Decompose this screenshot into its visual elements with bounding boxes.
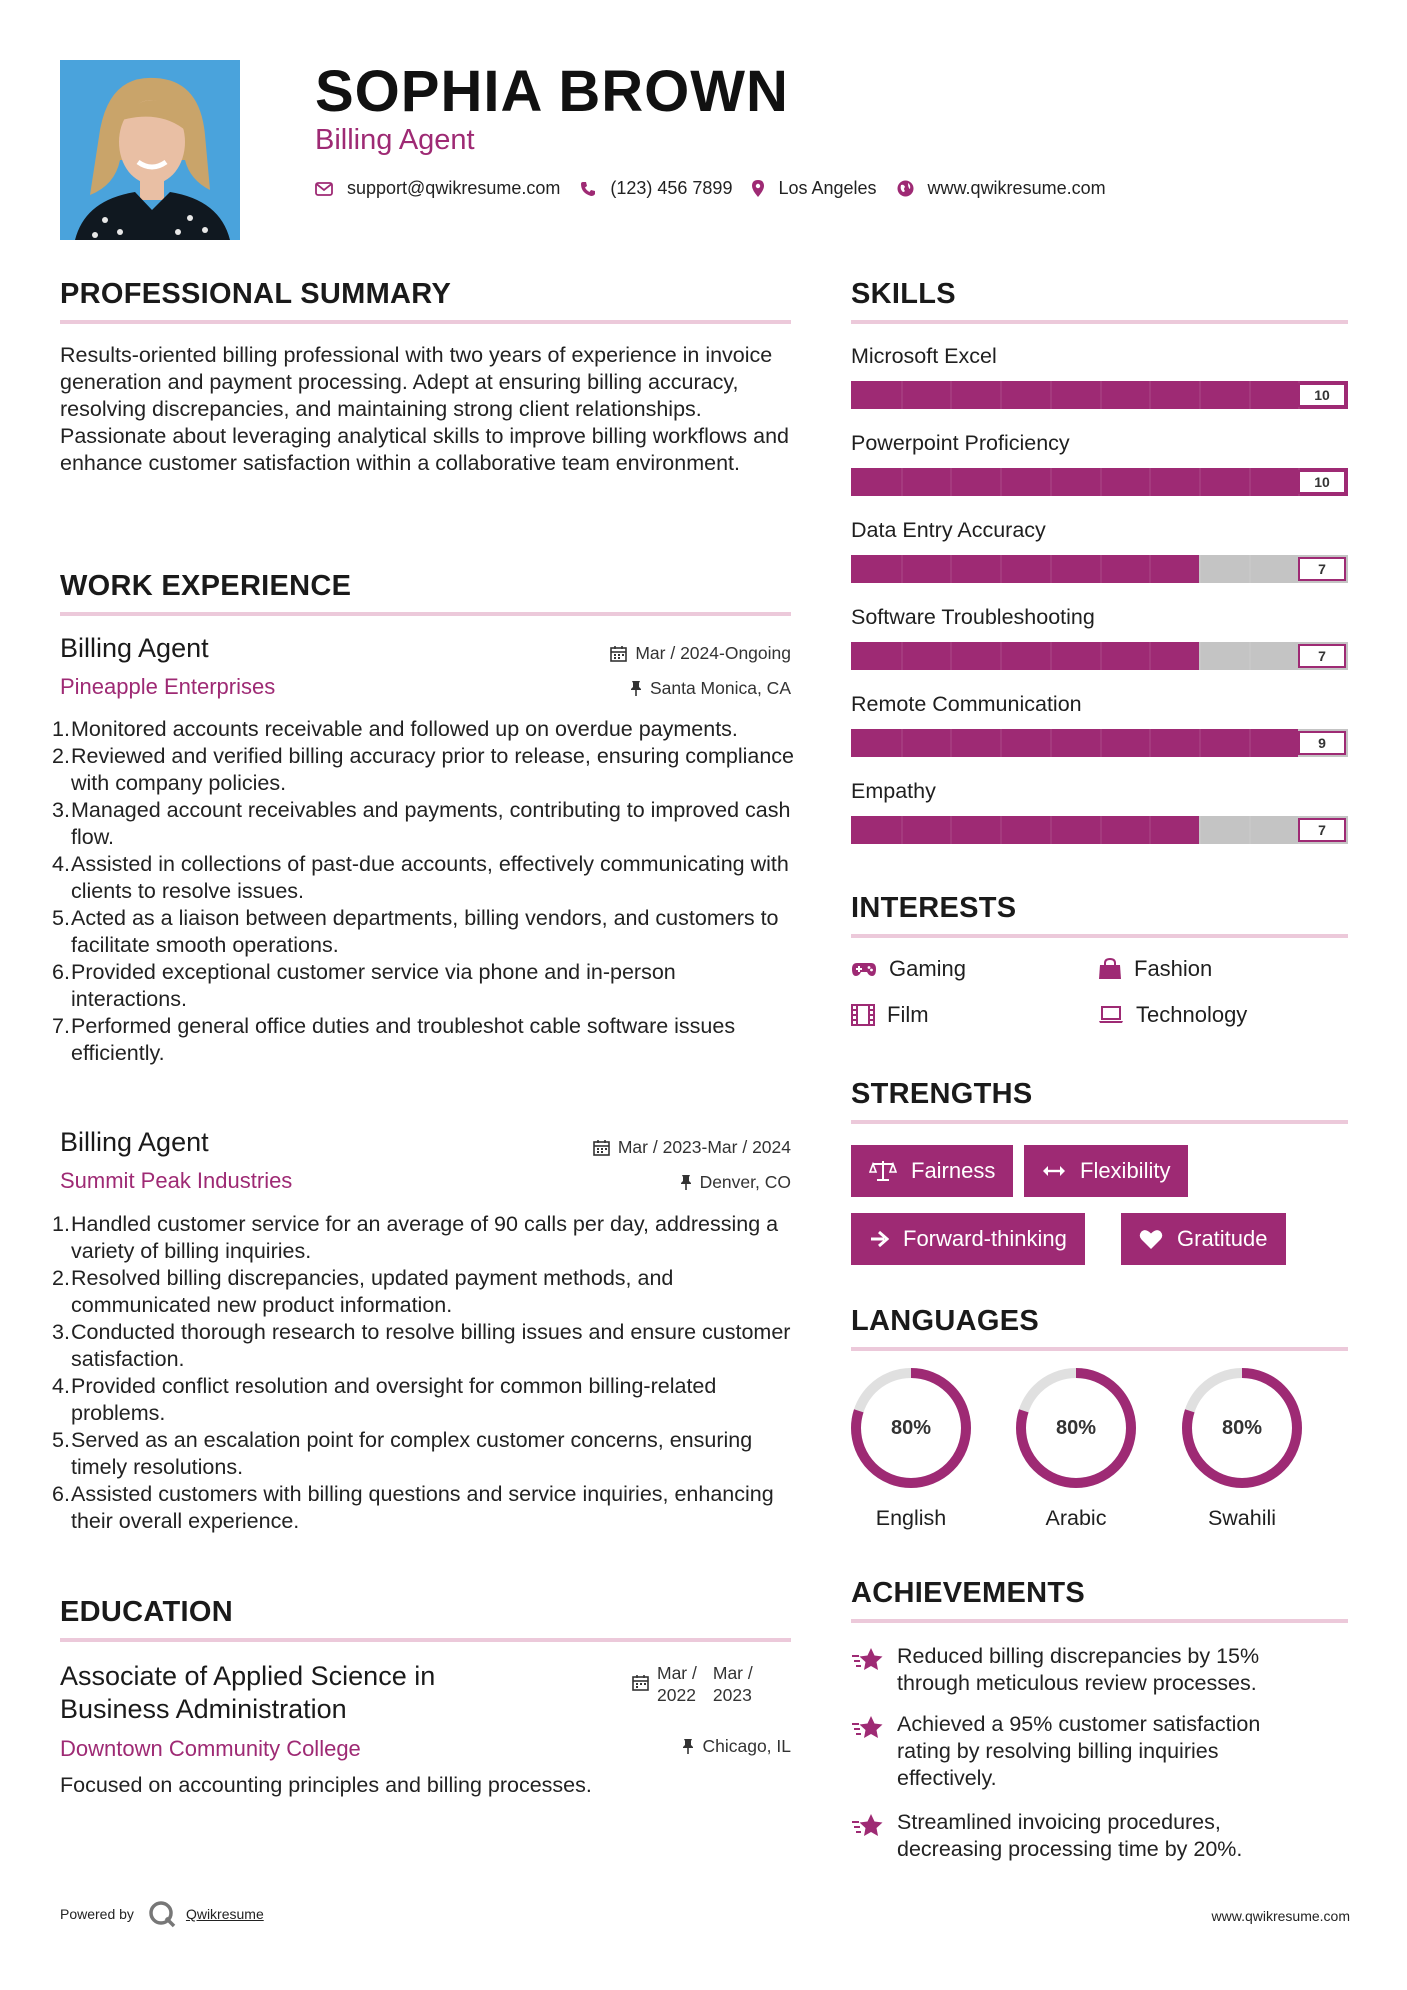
candidate-job-title: Billing Agent bbox=[315, 124, 475, 156]
education-school: Downtown Community College bbox=[60, 1736, 361, 1761]
interest-gaming bbox=[851, 956, 966, 982]
skill-bar-segment bbox=[1100, 555, 1102, 583]
achievement-3-line-1: Streamlined invoicing procedures, bbox=[897, 1810, 1221, 1834]
strength-flexibility bbox=[1024, 1145, 1188, 1197]
skill-bar-segment bbox=[1149, 729, 1151, 757]
list-item: 4. Provided conflict resolution and oversight for common billing-related problems. bbox=[52, 1374, 717, 1425]
skill-bar-segment bbox=[950, 555, 952, 583]
contact-email-text: support@qwikresume.com bbox=[347, 178, 561, 198]
achievement-2-line-1: Achieved a 95% customer satisfaction bbox=[897, 1712, 1261, 1736]
skill-bar-fill bbox=[851, 555, 1199, 583]
skill-bar-segment bbox=[1199, 468, 1201, 496]
strength-gratitude bbox=[1121, 1213, 1286, 1265]
language-percent: 80% bbox=[1055, 1416, 1097, 1439]
skill-bar-segment bbox=[1100, 816, 1102, 844]
skill-bar-segment bbox=[1249, 381, 1251, 409]
job-1-dates bbox=[480, 642, 791, 664]
skill-bar-segment bbox=[901, 816, 903, 844]
education-divider bbox=[60, 1638, 791, 1642]
skill-label: Powerpoint Proficiency bbox=[851, 431, 1070, 455]
job-2-dates bbox=[480, 1136, 791, 1158]
star-medal-icon bbox=[851, 1647, 885, 1673]
education-date-from: Mar / 2022 bbox=[657, 1663, 697, 1705]
interests-divider bbox=[851, 934, 1348, 938]
skill-bar-segment bbox=[1249, 729, 1251, 757]
job-1-dates-text: Mar / 2024-Ongoing bbox=[635, 643, 791, 663]
contact-phone-text: (123) 456 7899 bbox=[610, 178, 733, 198]
interests-heading: INTERESTS bbox=[851, 892, 1017, 924]
list-item: 7. Performed general office duties and troubleshot cable software issues efficiently. bbox=[52, 1014, 736, 1065]
skill-bar-segment bbox=[1000, 468, 1002, 496]
skill-label: Software Troubleshooting bbox=[851, 605, 1095, 629]
profile-photo bbox=[60, 60, 240, 240]
list-item: 6. Assisted customers with billing questions and service inquiries, enhancing their overall experience. bbox=[52, 1482, 774, 1533]
skill-bar-segment bbox=[950, 642, 952, 670]
contact-location bbox=[752, 178, 876, 199]
skill-score-badge: 10 bbox=[1298, 470, 1346, 494]
film-icon bbox=[851, 1004, 875, 1026]
languages-divider bbox=[851, 1347, 1348, 1351]
languages-heading: LANGUAGES bbox=[851, 1305, 1039, 1337]
education-heading: EDUCATION bbox=[60, 1596, 233, 1628]
job-2-bullets bbox=[52, 1211, 795, 1535]
skill-label: Data Entry Accuracy bbox=[851, 518, 1046, 542]
contact-phone[interactable] bbox=[580, 178, 732, 199]
achievement-2-line-2: rating by resolving billing inquiries bbox=[897, 1739, 1219, 1763]
skill-bar-segment bbox=[1000, 642, 1002, 670]
job-2-location bbox=[480, 1171, 791, 1193]
location-pin-icon bbox=[752, 180, 764, 197]
language-item bbox=[841, 1366, 981, 1531]
education-location bbox=[480, 1735, 791, 1757]
education-date-to: Mar / 2023 bbox=[712, 1663, 753, 1705]
skill-bar-segment bbox=[1100, 729, 1102, 757]
job-2-location-text: Denver, CO bbox=[699, 1172, 791, 1192]
job-1-title: Billing Agent bbox=[60, 633, 209, 663]
language-percent: 80% bbox=[890, 1416, 932, 1439]
list-item: 1. Monitored accounts receivable and followed up on overdue payments. bbox=[52, 717, 738, 741]
calendar-icon bbox=[593, 1139, 610, 1156]
skill-bar-segment bbox=[1199, 555, 1201, 583]
qwikresume-link[interactable]: Qwikresume bbox=[185, 1906, 264, 1922]
interest-technology bbox=[1098, 1002, 1247, 1028]
achievement-1-line-2: through meticulous review processes. bbox=[897, 1671, 1257, 1695]
skill-score-badge: 7 bbox=[1298, 818, 1346, 842]
achievement-1-line-1: Reduced billing discrepancies by 15% bbox=[897, 1644, 1260, 1668]
skill-bar-segment bbox=[1050, 816, 1052, 844]
language-item bbox=[1006, 1366, 1146, 1531]
achievements-heading: ACHIEVEMENTS bbox=[851, 1577, 1086, 1609]
interest-fashion-label: Fashion bbox=[1134, 956, 1213, 981]
language-percent: 80% bbox=[1221, 1416, 1263, 1439]
experience-heading: WORK EXPERIENCE bbox=[60, 570, 352, 602]
skill-bar-segment bbox=[1149, 555, 1151, 583]
skill-label: Remote Communication bbox=[851, 692, 1082, 716]
education-description: Focused on accounting principles and billing processes. bbox=[60, 1773, 592, 1797]
language-ring bbox=[1180, 1366, 1304, 1490]
strength-forward-thinking bbox=[851, 1213, 1085, 1265]
skill-bar-segment bbox=[1149, 816, 1151, 844]
contact-location-text: Los Angeles bbox=[778, 178, 877, 198]
candidate-name: SOPHIA BROWN bbox=[315, 59, 789, 124]
education-degree-line-1: Associate of Applied Science in bbox=[60, 1661, 436, 1691]
contact-email[interactable] bbox=[315, 178, 560, 199]
skill-bar bbox=[851, 729, 1348, 757]
skill-bar-segment bbox=[1050, 555, 1052, 583]
skill-bar bbox=[851, 381, 1348, 409]
interest-technology-label: Technology bbox=[1136, 1002, 1248, 1027]
skill-bar-fill bbox=[851, 816, 1199, 844]
skill-bar bbox=[851, 468, 1348, 496]
achievement-2-line-3: effectively. bbox=[897, 1766, 997, 1790]
skill-bar-segment bbox=[1149, 642, 1151, 670]
skills-divider bbox=[851, 320, 1348, 324]
job-1-company: Pineapple Enterprises bbox=[60, 674, 276, 699]
achievements-divider bbox=[851, 1619, 1348, 1623]
list-item: 3. Conducted thorough research to resolve billing issues and ensure customer satisfaction. bbox=[52, 1320, 791, 1371]
skill-bar bbox=[851, 555, 1348, 583]
skill-bar-segment bbox=[950, 468, 952, 496]
qwikresume-logo-icon bbox=[148, 1900, 176, 1928]
skills-heading: SKILLS bbox=[851, 278, 956, 310]
star-medal-icon bbox=[851, 1715, 885, 1741]
arrow-right-icon bbox=[869, 1230, 889, 1248]
skill-bar bbox=[851, 642, 1348, 670]
skill-score-badge: 9 bbox=[1298, 731, 1346, 755]
strength-flexibility-label: Flexibility bbox=[1080, 1158, 1171, 1183]
skill-bar-segment bbox=[1050, 381, 1052, 409]
language-name: Arabic bbox=[1045, 1506, 1107, 1530]
list-item: 2. Reviewed and verified billing accuracy prior to release, ensuring compliance with company policies. bbox=[52, 744, 795, 795]
scale-icon bbox=[869, 1160, 897, 1182]
job-2-company: Summit Peak Industries bbox=[60, 1168, 293, 1193]
list-item: 5. Acted as a liaison between departments, billing vendors, and customers to facilitate smooth operations. bbox=[52, 906, 779, 957]
job-2-dates-text: Mar / 2023-Mar / 2024 bbox=[617, 1137, 791, 1157]
envelope-icon bbox=[315, 182, 333, 196]
footer-website[interactable]: www.qwikresume.com bbox=[1211, 1908, 1350, 1924]
skill-score-badge: 7 bbox=[1298, 644, 1346, 668]
calendar-icon bbox=[610, 645, 627, 662]
skill-bar-segment bbox=[1100, 468, 1102, 496]
skill-bar-segment bbox=[1000, 381, 1002, 409]
skill-bar-segment bbox=[1249, 468, 1251, 496]
skill-bar-segment bbox=[950, 729, 952, 757]
skill-bar-segment bbox=[1050, 729, 1052, 757]
skill-bar-segment bbox=[1100, 642, 1102, 670]
skill-bar-segment bbox=[1199, 729, 1201, 757]
achievement-1 bbox=[851, 1643, 1259, 1697]
job-1-bullets bbox=[52, 716, 795, 1067]
skill-bar bbox=[851, 816, 1348, 844]
skill-bar-segment bbox=[1199, 816, 1201, 844]
strengths-divider bbox=[851, 1120, 1348, 1124]
skill-bar-segment bbox=[901, 555, 903, 583]
skill-bar-segment bbox=[1249, 816, 1251, 844]
skill-bar-segment bbox=[1149, 468, 1151, 496]
skill-label: Empathy bbox=[851, 779, 936, 803]
list-item: 6. Provided exceptional customer service via phone and in-person interactions. bbox=[52, 960, 676, 1011]
job-2-title: Billing Agent bbox=[60, 1127, 209, 1157]
skill-bar-segment bbox=[901, 468, 903, 496]
calendar-icon bbox=[632, 1674, 649, 1691]
education-degree-line-2: Business Administration bbox=[60, 1694, 347, 1724]
skill-bar-segment bbox=[901, 381, 903, 409]
contact-website[interactable] bbox=[897, 178, 1106, 199]
contact-website-text: www.qwikresume.com bbox=[927, 178, 1106, 198]
interest-film-label: Film bbox=[887, 1002, 929, 1027]
education-location-text: Chicago, IL bbox=[702, 1736, 791, 1756]
interest-film bbox=[851, 1002, 929, 1028]
interest-fashion bbox=[1098, 956, 1212, 982]
achievement-3-line-2: decreasing processing time by 20%. bbox=[897, 1837, 1243, 1861]
interest-gaming-label: Gaming bbox=[889, 956, 967, 981]
list-item: 1. Handled customer service for an average of 90 calls per day, addressing a variety of billing inquiries. bbox=[52, 1212, 779, 1263]
achievement-2 bbox=[851, 1711, 1260, 1792]
skill-bar-segment bbox=[901, 642, 903, 670]
skill-score-badge: 10 bbox=[1298, 383, 1346, 407]
skill-bar-segment bbox=[950, 816, 952, 844]
skill-bar-segment bbox=[1000, 816, 1002, 844]
strength-forward-thinking-label: Forward-thinking bbox=[903, 1226, 1067, 1251]
experience-divider bbox=[60, 612, 791, 616]
skill-bar-segment bbox=[1199, 642, 1201, 670]
education-dates bbox=[632, 1662, 753, 1706]
strength-fairness-label: Fairness bbox=[911, 1158, 996, 1183]
phone-icon bbox=[580, 181, 596, 197]
summary-heading: PROFESSIONAL SUMMARY bbox=[60, 278, 452, 310]
skill-bar-segment bbox=[901, 729, 903, 757]
skill-label: Microsoft Excel bbox=[851, 344, 997, 368]
job-1-location bbox=[480, 677, 791, 699]
skill-score-badge: 7 bbox=[1298, 557, 1346, 581]
skill-bar-segment bbox=[1050, 642, 1052, 670]
job-1-location-text: Santa Monica, CA bbox=[649, 678, 791, 698]
strength-gratitude-label: Gratitude bbox=[1177, 1226, 1268, 1251]
achievement-3 bbox=[851, 1809, 1242, 1863]
skill-bar-segment bbox=[1249, 642, 1251, 670]
laptop-icon bbox=[1098, 1005, 1124, 1025]
skill-bar-segment bbox=[1050, 468, 1052, 496]
contact-row bbox=[315, 178, 1126, 199]
skill-bar-segment bbox=[1000, 729, 1002, 757]
pushpin-icon bbox=[680, 1174, 692, 1191]
strengths-heading: STRENGTHS bbox=[851, 1078, 1033, 1110]
globe-icon bbox=[897, 180, 914, 197]
summary-divider bbox=[60, 320, 791, 324]
list-item: 2. Resolved billing discrepancies, updated payment methods, and communicated new product information. bbox=[52, 1266, 674, 1317]
language-ring bbox=[1014, 1366, 1138, 1490]
skill-bar-segment bbox=[1199, 381, 1201, 409]
strength-fairness bbox=[851, 1145, 1013, 1197]
summary-text: Results-oriented billing professional with two years of experience in invoice generation and payment processing. Adept at ensuring billing accuracy, resolving discrepancies, and maintaining strong client relationships. Passionate about leveraging analytical skills to improve billing workflows and enhance customer satisfaction within a collaborative team environment. bbox=[60, 343, 789, 475]
list-item: 3. Managed account receivables and payments, contributing to improved cash flow. bbox=[52, 798, 791, 849]
skill-bar-fill bbox=[851, 642, 1199, 670]
powered-by-text: Powered by bbox=[60, 1906, 134, 1922]
education-degree bbox=[60, 1660, 435, 1726]
language-ring bbox=[849, 1366, 973, 1490]
list-item: 5. Served as an escalation point for complex customer concerns, ensuring timely resolutions. bbox=[52, 1428, 753, 1479]
skill-bar-segment bbox=[1149, 381, 1151, 409]
skill-bar-segment bbox=[1100, 381, 1102, 409]
footer-powered-by bbox=[60, 1900, 264, 1928]
language-item bbox=[1172, 1366, 1312, 1531]
skill-bar-segment bbox=[1249, 555, 1251, 583]
gamepad-icon bbox=[851, 961, 877, 977]
language-name: English bbox=[875, 1506, 947, 1530]
skill-bar-segment bbox=[950, 381, 952, 409]
shopping-bag-icon bbox=[1098, 958, 1122, 980]
heart-icon bbox=[1139, 1229, 1163, 1250]
arrows-horizontal-icon bbox=[1042, 1164, 1066, 1178]
pushpin-icon bbox=[630, 680, 642, 697]
star-medal-icon bbox=[851, 1813, 885, 1839]
list-item: 4. Assisted in collections of past-due accounts, effectively communicating with clients to resolve issues. bbox=[52, 852, 789, 903]
pushpin-icon bbox=[682, 1738, 694, 1755]
skill-bar-fill bbox=[851, 729, 1298, 757]
skill-bar-segment bbox=[1000, 555, 1002, 583]
language-name: Swahili bbox=[1207, 1506, 1277, 1530]
